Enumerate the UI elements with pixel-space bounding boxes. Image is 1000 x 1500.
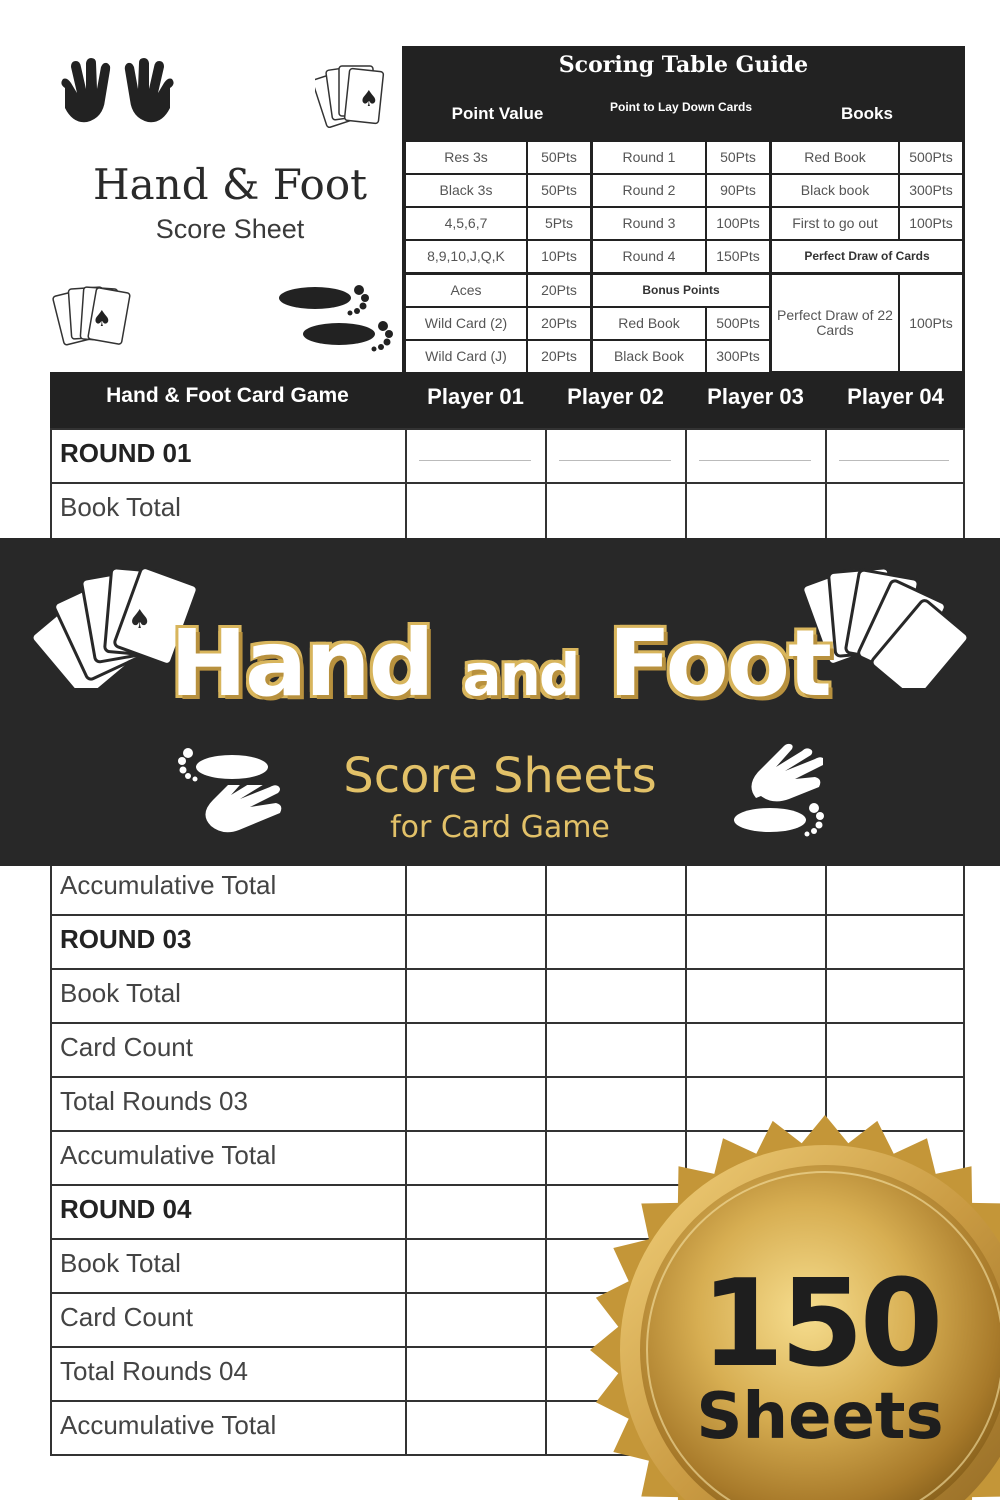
sheet-count: 150	[700, 1255, 940, 1394]
guide-title: Scoring Table Guide	[558, 52, 809, 78]
banner-title	[0, 610, 1000, 717]
column-divider	[405, 866, 407, 1454]
column-divider	[685, 428, 687, 538]
round-requirement-pts: 90Pts	[707, 175, 769, 206]
column-divider	[50, 866, 52, 1454]
point-value-label: Aces	[406, 275, 526, 306]
row-divider	[50, 428, 965, 430]
entry-line	[559, 460, 671, 461]
point-value-label: Black 3s	[406, 175, 526, 206]
row-label: Book Total	[60, 1248, 181, 1278]
entry-line	[699, 460, 811, 461]
guide-col-books: Books	[841, 104, 893, 123]
round-requirement-label: Round 1	[593, 142, 705, 173]
hand-icon	[748, 738, 823, 808]
guide-col-point-value: Point Value	[451, 104, 544, 123]
player-header: Player 01	[427, 384, 524, 409]
svg-text:♠: ♠	[92, 307, 112, 332]
point-value-pts: 20Pts	[528, 341, 590, 372]
point-value-pts: 10Pts	[528, 241, 590, 272]
column-divider	[545, 428, 547, 538]
column-divider	[825, 428, 827, 538]
svg-text:♠: ♠	[128, 605, 152, 635]
sheet-count-unit: Sheets	[696, 1380, 944, 1454]
point-value-pts: 50Pts	[528, 175, 590, 206]
row-label: Accumulative Total	[60, 1140, 277, 1170]
book-label: First to go out	[772, 208, 898, 239]
column-divider	[963, 428, 965, 538]
perfect-draw-pts: 100Pts	[900, 275, 962, 371]
point-value-pts: 20Pts	[528, 308, 590, 339]
book-label: Red Book	[772, 142, 898, 173]
row-divider	[50, 914, 965, 916]
game-header: Hand & Foot Card Game	[106, 384, 349, 407]
row-label: Accumulative Total	[60, 1410, 277, 1440]
footprints-icon	[275, 282, 395, 357]
bonus-label: Black Book	[593, 341, 705, 372]
row-label: Book Total	[60, 492, 181, 522]
svg-text:♠: ♠	[359, 87, 379, 112]
round-label: ROUND 01	[60, 438, 192, 468]
point-value-label: 8,9,10,J,Q,K	[406, 241, 526, 272]
point-value-pts: 50Pts	[528, 142, 590, 173]
footprints-icon	[172, 745, 272, 785]
point-value-pts: 5Pts	[528, 208, 590, 239]
playing-cards-icon	[52, 280, 132, 355]
round-label: ROUND 03	[60, 924, 192, 954]
point-value-label: Wild Card (J)	[406, 341, 526, 372]
row-divider	[50, 1076, 965, 1078]
book-pts: 100Pts	[900, 208, 962, 239]
guide-col-lay-down: Point to Lay Down Cards	[609, 100, 752, 114]
perfect-draw-label: Perfect Draw of 22 Cards	[772, 275, 898, 371]
player-header: Player 02	[567, 384, 664, 409]
bonus-pts: 300Pts	[707, 341, 769, 372]
row-label: Accumulative Total	[60, 870, 277, 900]
point-value-label: Res 3s	[406, 142, 526, 173]
player-header: Player 03	[707, 384, 804, 409]
bonus-pts: 500Pts	[707, 308, 769, 339]
round-label: ROUND 04	[60, 1194, 192, 1224]
banner-title-and: and	[462, 641, 579, 709]
bonus-points-header: Bonus Points	[593, 275, 769, 306]
bonus-label: Red Book	[593, 308, 705, 339]
banner-title-foot: Foot	[608, 610, 830, 717]
point-value-pts: 20Pts	[528, 275, 590, 306]
row-label: Total Rounds 04	[60, 1356, 248, 1386]
playing-cards-icon	[315, 60, 385, 140]
entry-line	[419, 460, 531, 461]
book-pts: 500Pts	[900, 142, 962, 173]
round-requirement-pts: 100Pts	[707, 208, 769, 239]
row-label: Total Rounds 03	[60, 1086, 248, 1116]
entry-line	[839, 460, 949, 461]
column-divider	[50, 428, 52, 538]
row-label: Book Total	[60, 978, 181, 1008]
round-requirement-pts: 150Pts	[707, 241, 769, 272]
column-divider	[405, 428, 407, 538]
hands-icon	[55, 58, 180, 133]
round-requirement-label: Round 3	[593, 208, 705, 239]
banner-title-hand: Hand	[170, 610, 433, 717]
row-label: Card Count	[60, 1032, 193, 1062]
point-value-label: 4,5,6,7	[406, 208, 526, 239]
round-requirement-label: Round 2	[593, 175, 705, 206]
book-pts: 300Pts	[900, 175, 962, 206]
footprints-icon	[730, 800, 830, 840]
player-header: Player 04	[847, 384, 944, 409]
round-requirement-label: Round 4	[593, 241, 705, 272]
banner-tagline: for Card Game	[390, 810, 610, 845]
book-label: Black book	[772, 175, 898, 206]
row-divider	[50, 1022, 965, 1024]
banner-subtitle: Score Sheets	[343, 748, 657, 804]
perfect-draw-header: Perfect Draw of Cards	[772, 241, 962, 272]
row-label: Card Count	[60, 1302, 193, 1332]
hand-icon	[180, 785, 285, 840]
round-requirement-pts: 50Pts	[707, 142, 769, 173]
sheet-subtitle: Score Sheet	[155, 214, 305, 244]
sheet-title: Hand & Foot	[93, 160, 367, 209]
point-value-label: Wild Card (2)	[406, 308, 526, 339]
row-divider	[50, 482, 965, 484]
row-divider	[50, 968, 965, 970]
